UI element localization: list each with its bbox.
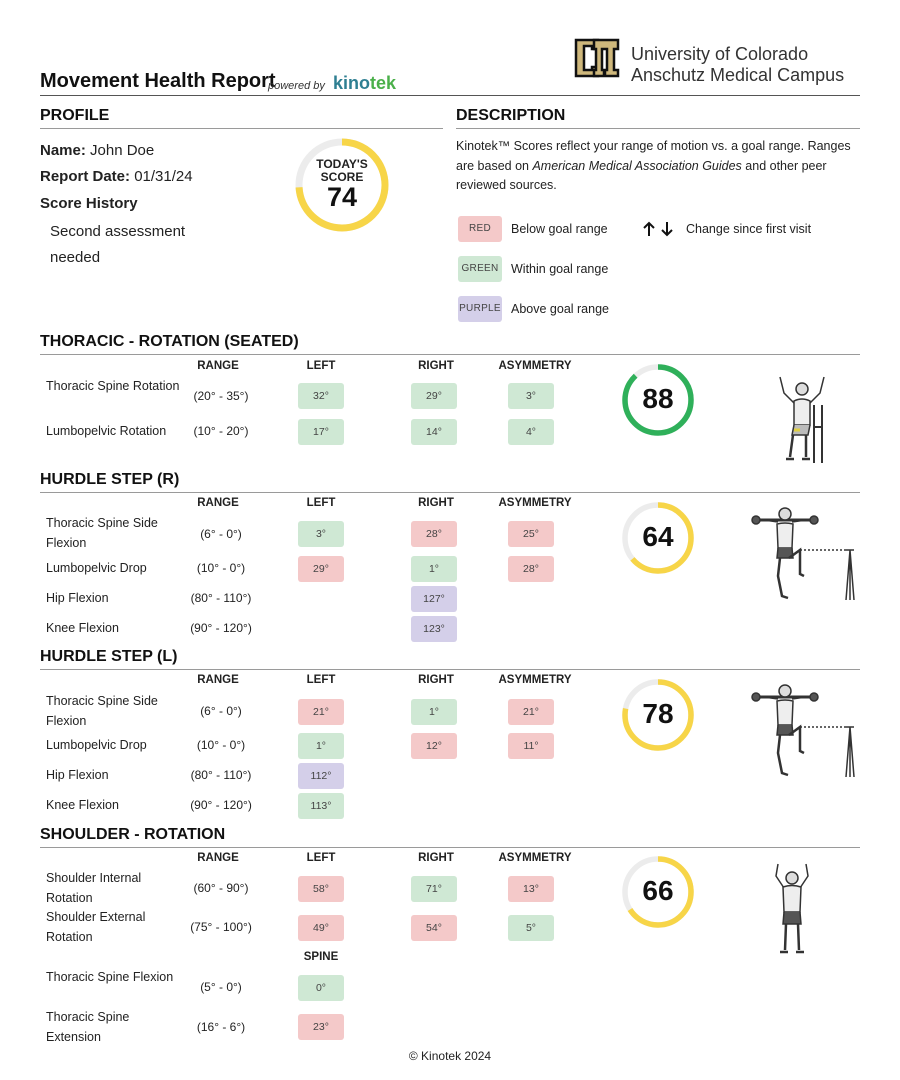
- value-cell-left: 17°: [298, 419, 344, 445]
- legend-text-red: Below goal range: [511, 222, 608, 236]
- value-cell-left: 49°: [298, 915, 344, 941]
- value-cell-right: 71°: [411, 876, 457, 902]
- col-header-asymmetry: ASYMMETRY: [498, 674, 572, 686]
- row-label: Hip Flexion: [46, 591, 109, 605]
- row-range: (90° - 120°): [190, 798, 252, 812]
- row-label: Thoracic Spine Side Flexion: [46, 694, 158, 728]
- value-cell-left: 58°: [298, 876, 344, 902]
- change-arrows-icon: [642, 221, 678, 237]
- col-header-right: RIGHT: [418, 360, 454, 372]
- value-cell-right: 1°: [411, 556, 457, 582]
- section-title-thoracic-rotation: THORACIC - ROTATION (SEATED): [40, 333, 299, 350]
- section-title-hurdle-step-right: HURDLE STEP (R): [40, 471, 180, 488]
- report-title: Movement Health Report: [40, 70, 276, 92]
- change-since-first-visit-text: Change since first visit: [686, 222, 812, 236]
- row-range: (10° - 0°): [196, 738, 246, 752]
- score-history-label: Score History: [40, 195, 138, 212]
- value-cell-left: 29°: [298, 556, 344, 582]
- description-text: Kinotek™ Scores reflect your range of motion vs. a goal range. Ranges are based on American Medical Association Guides and other peer reviewed sources.: [456, 139, 851, 192]
- row-range: (60° - 90°): [193, 881, 249, 895]
- value-cell-right: 12°: [411, 733, 457, 759]
- seated-rotation-figure-icon: [762, 365, 852, 465]
- row-label: Thoracic Spine Extension: [46, 1010, 130, 1044]
- section-divider: [40, 847, 860, 848]
- value-cell-left: 112°: [298, 763, 344, 789]
- value-cell-asymmetry: 4°: [508, 419, 554, 445]
- row-range: (6° - 0°): [200, 704, 242, 718]
- profile-divider: [40, 128, 443, 129]
- legend-chip-purple: PURPLE: [458, 296, 502, 322]
- row-label: Lumbopelvic Drop: [46, 561, 147, 575]
- row-range: (75° - 100°): [190, 920, 252, 934]
- value-cell-left: 3°: [298, 521, 344, 547]
- todays-score-label: TODAY'S SCORE: [316, 157, 368, 184]
- row-range: (10° - 0°): [196, 561, 246, 575]
- value-cell-left: 32°: [298, 383, 344, 409]
- row-label: Hip Flexion: [46, 768, 109, 782]
- row-range: (5° - 0°): [200, 980, 242, 994]
- legend-chip-green: GREEN: [458, 256, 502, 282]
- row-range: (16° - 6°): [196, 1020, 246, 1034]
- row-label: Thoracic Spine Flexion: [46, 970, 174, 984]
- value-cell-right: 28°: [411, 521, 457, 547]
- university-name: University of Colorado Anschutz Medical Campus: [631, 44, 845, 85]
- value-cell-asymmetry: 25°: [508, 521, 554, 547]
- value-cell-asymmetry: 3°: [508, 383, 554, 409]
- section-score-value: 78: [642, 698, 674, 729]
- col-header-range: RANGE: [197, 852, 239, 864]
- profile-heading: PROFILE: [40, 107, 110, 124]
- value-cell-right: 1°: [411, 699, 457, 725]
- value-cell-left: 1°: [298, 733, 344, 759]
- profile-name: Name: John Doe: [40, 142, 155, 159]
- row-label: Thoracic Spine Side Flexion: [46, 516, 158, 550]
- col-header-range: RANGE: [197, 360, 239, 372]
- row-range: (80° - 110°): [190, 768, 252, 782]
- col-header-right: RIGHT: [418, 497, 454, 509]
- legend-chip-red: RED: [458, 216, 502, 242]
- row-label: Thoracic Spine Rotation: [46, 379, 180, 393]
- section-divider: [40, 354, 860, 355]
- section-score-value: 88: [642, 383, 674, 414]
- row-range: (6° - 0°): [200, 527, 242, 541]
- row-label: Knee Flexion: [46, 621, 119, 635]
- col-header-spine: SPINE: [303, 951, 339, 963]
- powered-by-text: powered by: [268, 80, 325, 92]
- value-cell-right: 123°: [411, 616, 457, 642]
- description-heading: DESCRIPTION: [456, 107, 566, 124]
- col-header-right: RIGHT: [418, 674, 454, 686]
- value-cell-asymmetry: 21°: [508, 699, 554, 725]
- hurdle-step-figure-icon: [748, 502, 860, 602]
- description-divider: [456, 128, 860, 129]
- col-header-left: LEFT: [306, 674, 336, 686]
- todays-score-value: 74: [326, 182, 358, 212]
- legend-text-green: Within goal range: [511, 262, 609, 276]
- col-header-left: LEFT: [306, 360, 336, 372]
- value-cell-asymmetry: 28°: [508, 556, 554, 582]
- footer-copyright: © Kinotek 2024: [408, 1049, 492, 1063]
- value-cell-asymmetry: 13°: [508, 876, 554, 902]
- value-cell-left: 113°: [298, 793, 344, 819]
- legend-text-purple: Above goal range: [511, 302, 609, 316]
- value-cell-right: 54°: [411, 915, 457, 941]
- row-range: (10° - 20°): [193, 424, 249, 438]
- header-divider: [40, 95, 860, 96]
- value-cell-right: 29°: [411, 383, 457, 409]
- hurdle-step-figure-icon: [748, 679, 860, 779]
- shoulder-rotation-figure-icon: [748, 858, 838, 958]
- kinotek-logo: kinotek: [333, 73, 397, 93]
- value-cell-left: 21°: [298, 699, 344, 725]
- col-header-asymmetry: ASYMMETRY: [498, 360, 572, 372]
- value-cell-spine: 23°: [298, 1014, 344, 1040]
- section-score-value: 64: [642, 521, 674, 552]
- row-range: (90° - 120°): [190, 621, 252, 635]
- col-header-range: RANGE: [197, 497, 239, 509]
- section-title-shoulder-rotation: SHOULDER - ROTATION: [40, 826, 226, 843]
- value-cell-spine: 0°: [298, 975, 344, 1001]
- section-divider: [40, 669, 860, 670]
- col-header-right: RIGHT: [418, 852, 454, 864]
- col-header-asymmetry: ASYMMETRY: [498, 852, 572, 864]
- section-score-value: 66: [642, 875, 674, 906]
- row-label: Lumbopelvic Rotation: [46, 424, 167, 438]
- row-range: (20° - 35°): [193, 389, 249, 403]
- col-header-range: RANGE: [197, 674, 239, 686]
- value-cell-asymmetry: 5°: [508, 915, 554, 941]
- row-label: Shoulder External Rotation: [46, 910, 146, 944]
- col-header-left: LEFT: [306, 497, 336, 509]
- section-title-hurdle-step-left: HURDLE STEP (L): [40, 648, 178, 665]
- value-cell-right: 14°: [411, 419, 457, 445]
- value-cell-right: 127°: [411, 586, 457, 612]
- profile-report-date: Report Date: 01/31/24: [40, 168, 193, 185]
- col-header-asymmetry: ASYMMETRY: [498, 497, 572, 509]
- value-cell-asymmetry: 11°: [508, 733, 554, 759]
- row-label: Shoulder Internal Rotation: [46, 871, 142, 905]
- university-cu-logo-icon: [572, 36, 622, 80]
- row-label: Lumbopelvic Drop: [46, 738, 147, 752]
- score-history-text: Second assessment needed: [50, 223, 186, 266]
- row-label: Knee Flexion: [46, 798, 119, 812]
- col-header-left: LEFT: [306, 852, 336, 864]
- section-divider: [40, 492, 860, 493]
- row-range: (80° - 110°): [190, 591, 252, 605]
